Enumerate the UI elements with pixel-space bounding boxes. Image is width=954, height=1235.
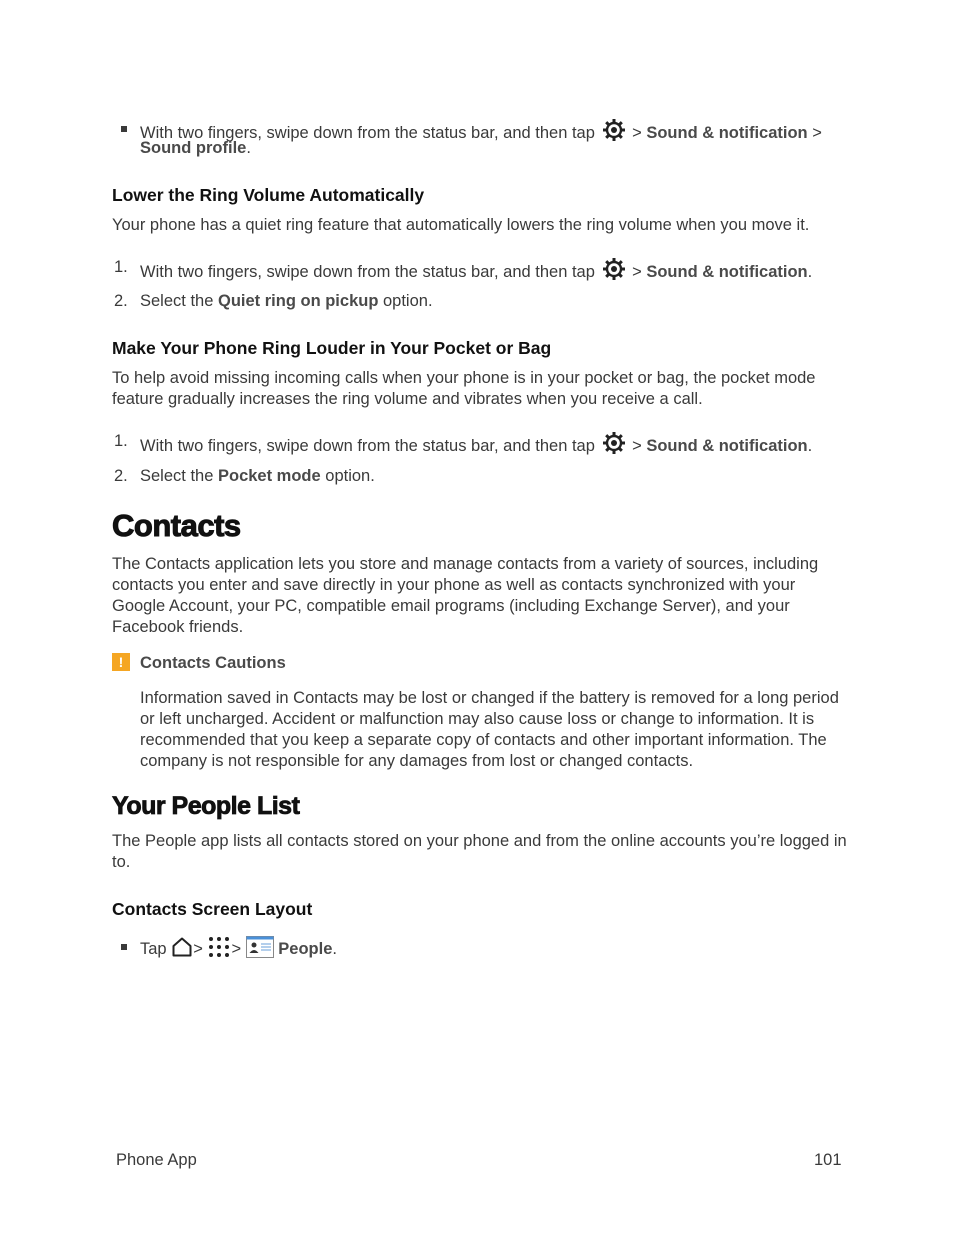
instruction-text: With two fingers, swipe down from the status bar, and then tap	[140, 263, 595, 281]
instruction-text: With two fingers, swipe down from the status bar, and then tap	[140, 124, 595, 142]
contacts-screen-layout-heading: Contacts Screen Layout	[112, 899, 313, 919]
people-app-label: People	[278, 940, 333, 958]
caution-line2: or left uncharged. Accident or malfunction may also cause loss or change to information. It is	[140, 710, 815, 728]
pocket-step1	[140, 431, 812, 461]
step-number: 1.	[114, 432, 128, 450]
pocket-step2	[140, 466, 375, 487]
instruction-text: Select the	[140, 292, 214, 310]
separator: >	[231, 940, 242, 958]
period: .	[246, 139, 251, 157]
separator: >	[193, 940, 203, 958]
bullet-marker	[121, 944, 127, 950]
settings-gear-icon	[602, 118, 626, 148]
footer-page-number: 101	[814, 1151, 842, 1169]
pocket-intro-line1: To help avoid missing incoming calls when your phone is in your pocket or bag, the pocket mode	[112, 369, 816, 387]
contacts-para-line1: The Contacts application lets you store and manage contacts from a variety of sources, including	[112, 555, 819, 573]
apps-grid-icon	[207, 936, 231, 964]
separator: >	[812, 124, 822, 142]
tap-label: Tap	[140, 940, 167, 958]
caution-line1: Information saved in Contacts may be lost or changed if the battery is removed for a long period	[140, 689, 839, 707]
period: .	[807, 437, 813, 455]
contacts-para-line2: contacts you enter and save directly in your phone as well as contacts synchronized with your	[112, 576, 796, 594]
tap-people-instruction	[140, 936, 337, 964]
pocket-intro-line2: feature gradually increases the ring volume and vibrates when you receive a call.	[112, 390, 703, 408]
ring-volume-step2	[140, 291, 433, 312]
caution-line3: recommended that you keep a separate copy of contacts and other important information. The	[140, 731, 827, 749]
step-number: 1.	[114, 258, 128, 276]
quiet-ring-option-label: Quiet ring on pickup	[217, 292, 379, 310]
instruction-text: With two fingers, swipe down from the status bar, and then tap	[140, 437, 595, 455]
sound-notification-label: Sound & notification	[646, 437, 808, 455]
step-number: 2.	[114, 467, 128, 485]
home-icon	[171, 936, 193, 964]
caution-exclamation-icon: !	[112, 653, 130, 671]
instruction-text: Select the	[140, 467, 214, 485]
contacts-heading: Contacts	[112, 508, 241, 543]
contacts-cautions-title: Contacts Cautions	[140, 654, 286, 672]
ring-volume-intro: Your phone has a quiet ring feature that automatically lowers the ring volume when you move it.	[112, 216, 810, 234]
people-contact-card-icon	[246, 936, 274, 964]
ring-volume-step1	[140, 257, 812, 287]
settings-gear-icon	[602, 431, 626, 461]
pocket-mode-option-label: Pocket mode	[217, 467, 321, 485]
people-list-heading: Your People List	[112, 792, 300, 820]
ring-volume-heading: Lower the Ring Volume Automatically	[112, 185, 425, 205]
separator: >	[632, 263, 642, 281]
separator: >	[632, 437, 642, 455]
pocket-heading: Make Your Phone Ring Louder in Your Pocket or Bag	[112, 338, 552, 358]
sound-notification-label: Sound & notification	[646, 124, 808, 142]
contacts-para-line4: Facebook friends.	[112, 618, 244, 636]
instruction-text: option.	[383, 292, 433, 310]
instruction-text: option.	[325, 467, 375, 485]
period: .	[807, 263, 813, 281]
separator: >	[632, 124, 642, 142]
sound-notification-label: Sound & notification	[646, 263, 808, 281]
people-list-para-line2: to.	[112, 853, 131, 871]
top-bullet-line2	[140, 138, 251, 159]
contacts-para-line3: Google Account, your PC, compatible email programs (including Exchange Server), and your	[112, 597, 790, 615]
step-number: 2.	[114, 292, 128, 310]
settings-gear-icon	[602, 257, 626, 287]
bullet-marker	[121, 126, 127, 132]
period: .	[332, 940, 337, 958]
caution-line4: company is not responsible for any damages from lost or changed contacts.	[140, 752, 694, 770]
people-list-para-line1: The People app lists all contacts stored on your phone and from the online accounts you’re logged in	[112, 832, 847, 850]
sound-profile-label: Sound profile	[140, 139, 247, 157]
footer-section-name: Phone App	[116, 1151, 197, 1169]
